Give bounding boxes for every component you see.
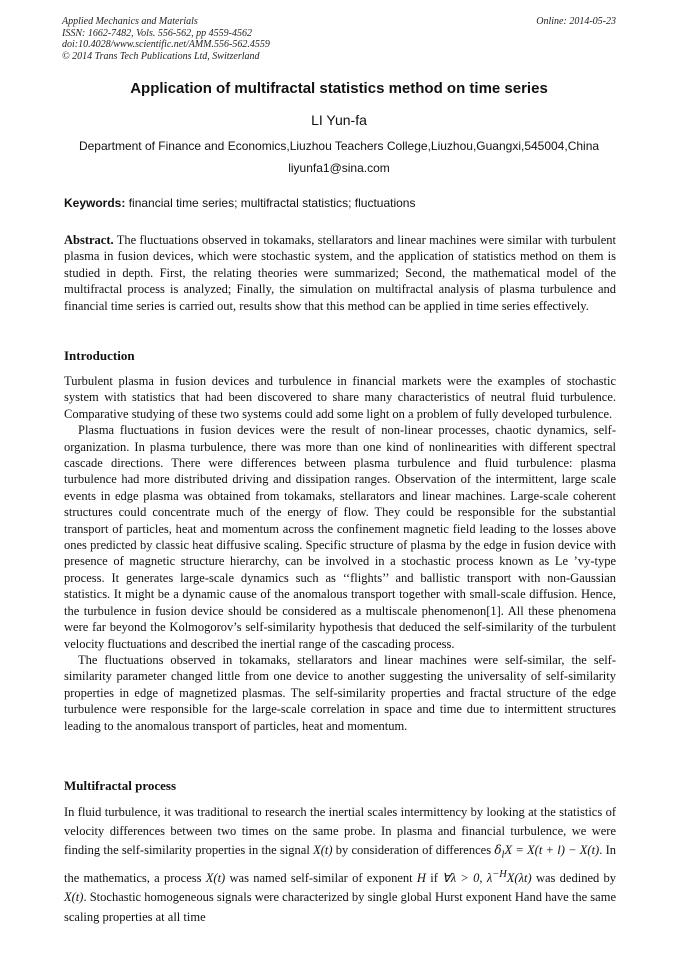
journal-header <box>62 16 616 62</box>
text-run: by consideration of differences <box>335 843 492 858</box>
multifractal-body <box>64 803 616 927</box>
equation <box>487 871 532 885</box>
equation <box>494 843 600 861</box>
introduction-body <box>64 373 616 734</box>
keywords <box>64 196 616 210</box>
issn-line: ISSN: 1662-7482, Vols. 556-562, pp 4559-4562 <box>62 27 252 39</box>
paragraph: The fluctuations observed in tokamaks, stellarators and linear machines were self-similar, the self-similarity parameter changed little from one device to another suggesting the universality of self-similarity properties in edge of magnetized plasmas. The self-similarity properties and fractal structure of the edge turbulence were responsible for the large-scale correlation in space and time due to intermittent structures leading to the anomalous transport of particles, heat and momentum. <box>64 652 616 733</box>
equation-subscript: l <box>501 849 505 861</box>
journal-name: Applied Mechanics and Materials <box>62 16 198 27</box>
text-run: was named self-similar of exponent <box>229 871 413 886</box>
text-run: , <box>479 871 483 886</box>
paragraph: Plasma fluctuations in fusion devices were the result of non-linear processes, chaotic dynamics, self-organization. In plasma turbulence, there was more than one kind of nonlinearities with different spectral cascade directions. There were differences between plasma turbulence and fluid turbulence: plasma turbulence had more distributed driving and dissipation ranges. Observation of the intermittent, large scale events in edge plasma was obtained from tokamaks, stellarators and linear machines. Large-scale coherent structures could concentrate much of the energy of flow. They could be responsible for the substantial transport of particles, heat and momentum across the confinement magnetic field leading to the losses above ones predicted by classic heat diffusive scaling. Specific structure of plasma by the edge in fusion device with presence of magnetic structure hierarchy, can be involved in a stochastic process known as Le ’vy-type process. It generates large-scale dynamics such as ‘‘flights’’ and ballistic transport with non-Gaussian statistics. It might be a dynamic cause of the anomalous transport together with small-scale diffusion. Hence, the turbulence in fusion device should be considered as a multiscale phenomenon[1]. All these phenomena were far beyond the Kolmogorov’s self-similarity hypothesis that deduced the self-similarity of the turbulent velocity fluctuations and described the inertial range of the cascading process. <box>64 423 616 651</box>
text-run: . Stochastic homogeneous signals were characterized by single global Hurst exponent Hand have the same scaling properties at all time <box>64 890 616 924</box>
online-date: Online: 2014-05-23 <box>536 16 616 27</box>
section-heading-introduction: Introduction <box>64 348 135 363</box>
section-heading-multifractal: Multifractal process <box>64 778 177 793</box>
equation-symbol: λ <box>486 871 493 886</box>
equation-text: X(λt) <box>506 871 532 886</box>
abstract-label: Abstract. <box>64 233 114 247</box>
author-name: LI Yun-fa <box>311 112 367 128</box>
copyright-line: © 2014 Trans Tech Publications Ltd, Switzerland <box>62 50 260 62</box>
equation: H <box>416 871 426 886</box>
abstract-text: The fluctuations observed in tokamaks, stellarators and linear machines were similar with turbulent plasma in fusion devices, which were stochastic system, and the application of statistics method on them is studied in depth. First, the relating theories were summarized; Second, the mathematical model of the multifractal process is analyzed; Finally, the simulation on multifractal analysis of plasma turbulence and financial time series is carried out, results show that this method can be applied in time series effectively. <box>64 233 616 313</box>
text-run: was dedined by <box>535 871 617 886</box>
author-email: liyunfa1@sina.com <box>288 161 390 175</box>
paper-title: Application of multifractal statistics method on time series <box>130 80 548 97</box>
equation: X(t) <box>313 843 333 858</box>
equation: X(t) <box>64 890 84 905</box>
equation: X(t) <box>205 871 226 886</box>
paragraph: Turbulent plasma in fusion devices and turbulence in financial markets were the examples of stochastic system with statistics that had been discovered to share many characteristics of neutral fluid turbulence. Comparative studying of these two systems could add some light on a problem of fully developed turbulence. <box>64 374 616 421</box>
equation-symbol: δ <box>494 843 502 858</box>
abstract <box>64 232 616 314</box>
keywords-label: Keywords: <box>64 196 126 210</box>
text-run: if <box>430 871 438 886</box>
equation-text: X = X(t + l) − X(t) <box>504 843 600 858</box>
doi-line: doi:10.4028/www.scientific.net/AMM.556-562.4559 <box>62 39 270 50</box>
text-run: In fluid turbulence, it was traditional to research the inertial scales intermittency by looking at the statistics of velocity differences between two times on the same probe. In plasma and financial turbulence, we were finding the self-similarity properties in the signal <box>64 805 616 858</box>
equation: ∀λ > 0 <box>442 871 480 886</box>
author-affiliation: Department of Finance and Economics,Liuzhou Teachers College,Liuzhou,Guangxi,545004,China <box>78 139 600 153</box>
equation-superscript: −H <box>492 869 507 881</box>
keywords-text: financial time series; multifractal statistics; fluctuations <box>128 196 416 210</box>
paragraph <box>64 803 616 927</box>
text-run: . In the mathematics, a process <box>64 843 617 886</box>
